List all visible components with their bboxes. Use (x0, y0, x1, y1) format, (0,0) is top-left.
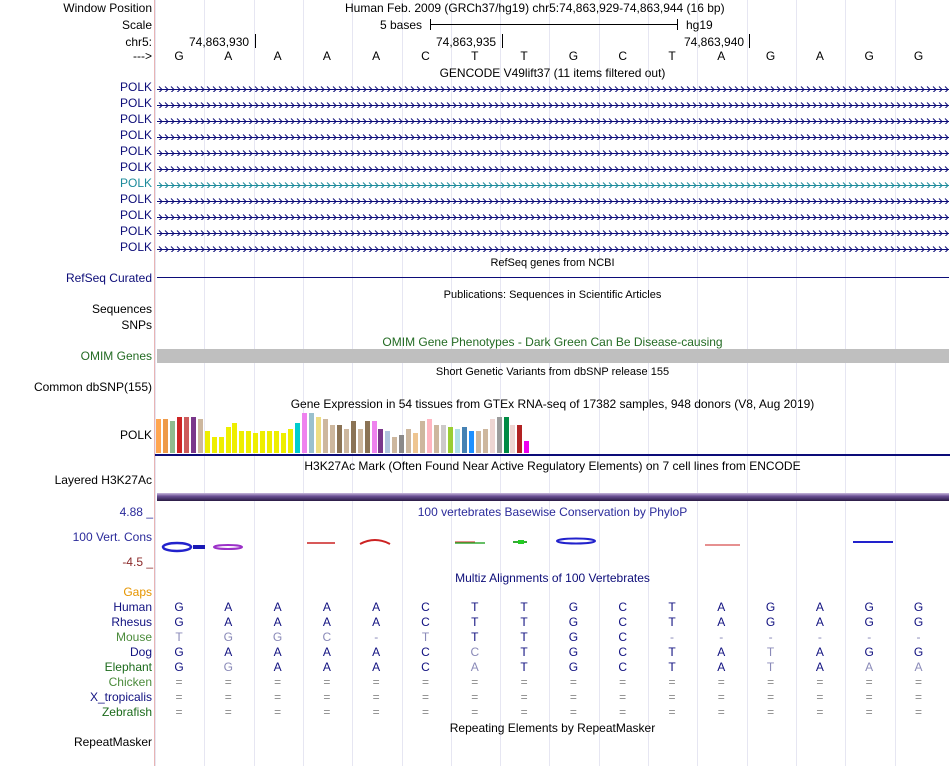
gtex-tissue-bar[interactable] (524, 441, 529, 453)
gtex-tissue-bar[interactable] (462, 427, 467, 453)
gtex-tissue-bar[interactable] (392, 437, 397, 453)
multiz-base: = (767, 675, 775, 689)
multiz-base: = (914, 675, 922, 689)
gtex-tissue-bar[interactable] (378, 429, 383, 453)
multiz-base: = (520, 675, 528, 689)
strand-label[interactable]: ---> (133, 49, 152, 63)
multiz-base: = (421, 675, 429, 689)
gtex-tissue-bar[interactable] (406, 429, 411, 453)
multiz-base: = (372, 675, 380, 689)
multiz-base: T (766, 645, 775, 659)
multiz-base: A (815, 600, 824, 614)
multiz-base: T (668, 600, 676, 614)
multiz-base: G (174, 615, 184, 629)
scale-text: 5 bases (380, 18, 423, 32)
multiz-track-title[interactable]: Multiz Alignments of 100 Vertebrates (455, 571, 650, 585)
sequence-base: G (174, 49, 184, 63)
gene-strand-arrows (157, 213, 949, 220)
gene-strand-arrows (157, 165, 949, 172)
multiz-base: T (520, 630, 528, 644)
multiz-base: G (568, 660, 579, 674)
multiz-base: = (323, 690, 331, 704)
h3k27ac-track-title[interactable]: H3K27Ac Mark (Often Found Near Active Regulatory Elements) on 7 cell lines from ENCODE (304, 459, 801, 473)
label-separator (154, 0, 155, 766)
repeatmasker-track-label[interactable]: RepeatMasker (73, 735, 152, 749)
gtex-tissue-bar[interactable] (476, 431, 481, 453)
gencode-gene-label[interactable]: POLK (119, 144, 152, 158)
multiz-base: = (421, 705, 429, 719)
multiz-base: = (520, 690, 528, 704)
gencode-gene-label[interactable]: POLK (119, 240, 152, 254)
phylop-min-label: -4.5 _ (122, 555, 153, 569)
gtex-tissue-bar[interactable] (205, 431, 210, 453)
multiz-base: = (767, 690, 775, 704)
sequence-base: G (568, 49, 579, 63)
gencode-gene-label[interactable]: POLK (119, 128, 152, 142)
gtex-tissue-bar[interactable] (420, 421, 425, 453)
dbsnp-track-title[interactable]: Short Genetic Variants from dbSNP release 155 (435, 366, 670, 378)
multiz-species-label[interactable]: Zebrafish (101, 705, 152, 719)
sequence-base: G (765, 49, 776, 63)
gene-strand-arrows (157, 117, 949, 124)
gene-arrow-path (157, 151, 949, 157)
multiz-base: = (914, 690, 922, 704)
ruler-position-3: 74,863,940 (684, 35, 745, 49)
multiz-base: C (618, 615, 628, 629)
multiz-base: = (569, 705, 577, 719)
publications-snps-label[interactable]: SNPs (121, 318, 152, 332)
multiz-base: A (322, 645, 331, 659)
multiz-base: = (372, 690, 380, 704)
multiz-base: = (717, 675, 725, 689)
multiz-base: = (175, 675, 183, 689)
publications-sequences-label[interactable]: Sequences (91, 302, 152, 316)
multiz-base: = (865, 690, 873, 704)
gencode-gene-label[interactable]: POLK (119, 160, 152, 174)
multiz-base: A (322, 600, 331, 614)
multiz-base: = (421, 690, 429, 704)
gtex-tissue-bar[interactable] (281, 433, 286, 453)
multiz-base: A (470, 660, 479, 674)
gtex-tissue-bar[interactable] (413, 433, 418, 453)
gtex-track-title[interactable]: Gene Expression in 54 tissues from GTEx RNA-seq of 17382 samples, 948 donors (V8, Aug 2019) (290, 397, 815, 411)
gtex-tissue-bar[interactable] (177, 417, 182, 453)
sequence-base: T (471, 49, 479, 63)
gtex-tissue-bar[interactable] (483, 429, 488, 453)
multiz-base: G (174, 600, 184, 614)
sequence-base: A (717, 49, 726, 63)
multiz-base: = (668, 705, 676, 719)
gtex-tissue-bar[interactable] (427, 419, 432, 453)
gtex-tissue-bar[interactable] (365, 421, 370, 453)
gene-strand-arrows (157, 181, 949, 188)
gtex-tissue-bar[interactable] (323, 419, 328, 453)
multiz-base: A (717, 615, 726, 629)
multiz-base: C (421, 600, 430, 614)
multiz-base: A (815, 645, 824, 659)
ruler-tick-2 (502, 34, 503, 48)
multiz-base: A (372, 615, 381, 629)
gencode-gene-label[interactable]: POLK (119, 80, 152, 94)
multiz-base: - (916, 630, 921, 644)
gtex-tissue-bar[interactable] (198, 419, 203, 453)
gencode-gene-label[interactable]: POLK (119, 176, 152, 190)
ruler-position-2: 74,863,935 (436, 35, 497, 49)
multiz-base: G (568, 615, 579, 629)
phylop-track-title[interactable]: 100 vertebrates Basewise Conservation by PhyloP (417, 505, 688, 519)
multiz-base: G (913, 600, 924, 614)
gtex-tissue-bar[interactable] (156, 419, 161, 453)
multiz-species-label[interactable]: X_tropicalis (89, 690, 152, 704)
sequence-base: T (520, 49, 528, 63)
gtex-tissue-bar[interactable] (295, 423, 300, 453)
multiz-base: T (175, 630, 183, 644)
gtex-tissue-bar[interactable] (517, 425, 522, 453)
multiz-base: T (520, 600, 528, 614)
gtex-tissue-bar[interactable] (226, 427, 231, 453)
scale-bar-left-tick (430, 19, 431, 30)
multiz-base: G (568, 645, 579, 659)
multiz-base: = (619, 675, 627, 689)
gencode-gene-label[interactable]: POLK (119, 192, 152, 206)
multiz-base: A (717, 600, 726, 614)
multiz-base: = (520, 705, 528, 719)
multiz-base: T (520, 660, 528, 674)
multiz-base: = (471, 675, 479, 689)
publications-track-title[interactable]: Publications: Sequences in Scientific Articles (443, 289, 662, 301)
multiz-base: T (421, 630, 430, 644)
gtex-tissue-bar[interactable] (170, 421, 175, 453)
gtex-tissue-bar[interactable] (316, 417, 321, 453)
multiz-base: A (224, 645, 233, 659)
gene-strand-arrows (157, 133, 949, 140)
multiz-base: G (568, 630, 579, 644)
multiz-base: T (668, 615, 676, 629)
sequence-base: A (372, 49, 381, 63)
dbsnp-track-label[interactable]: Common dbSNP(155) (33, 380, 152, 394)
gene-arrow-path (157, 119, 949, 125)
multiz-base: G (913, 615, 924, 629)
gene-strand-arrows (157, 101, 949, 108)
gene-arrow-path (157, 231, 949, 237)
sequence-base: A (815, 49, 824, 63)
gtex-tissue-bar[interactable] (288, 429, 293, 453)
gencode-gene-label[interactable]: POLK (119, 224, 152, 238)
multiz-base: G (568, 600, 579, 614)
gtex-tissue-bar[interactable] (267, 431, 272, 453)
gtex-tissue-bar[interactable] (232, 423, 237, 453)
phylop-track-label[interactable]: 100 Vert. Cons (72, 530, 152, 544)
omim-track-title[interactable]: OMIM Gene Phenotypes - Dark Green Can Be Disease-causing (382, 335, 723, 349)
gencode-gene-feature[interactable] (157, 163, 949, 172)
gtex-tissue-bar[interactable] (510, 425, 515, 453)
multiz-species-label[interactable]: Chicken (108, 675, 152, 689)
gene-arrow-path (157, 183, 949, 189)
sequence-base: T (668, 49, 676, 63)
multiz-base: A (224, 615, 233, 629)
gene-arrow-path (157, 199, 949, 205)
multiz-base: C (618, 645, 628, 659)
h3k27ac-track-label[interactable]: Layered H3K27Ac (54, 473, 152, 487)
position-title: Human Feb. 2009 (GRCh37/hg19) chr5:74,863,929-74,863,944 (16 bp) (345, 1, 725, 15)
multiz-species-label[interactable]: Elephant (104, 660, 152, 674)
sequence-base: C (618, 49, 628, 63)
gtex-tissue-bar[interactable] (399, 435, 404, 453)
multiz-base: = (471, 690, 479, 704)
chrom-label[interactable]: chr5: (125, 35, 152, 49)
gtex-tissue-bar[interactable] (372, 421, 377, 453)
multiz-base: A (815, 660, 824, 674)
refseq-gene-line[interactable] (157, 277, 949, 278)
gtex-tissue-bar[interactable] (434, 425, 439, 453)
gtex-tissue-bar[interactable] (455, 429, 460, 453)
multiz-base: A (815, 615, 824, 629)
multiz-base: C (618, 660, 628, 674)
gencode-gene-feature[interactable] (157, 83, 949, 92)
multiz-base: G (765, 600, 776, 614)
gencode-gene-feature[interactable] (157, 115, 949, 124)
phylop-max-label: 4.88 _ (119, 505, 153, 519)
multiz-base: = (865, 675, 873, 689)
multiz-base: = (224, 705, 232, 719)
gtex-tissue-bar[interactable] (246, 431, 251, 453)
multiz-base: = (767, 705, 775, 719)
multiz-base: = (274, 675, 282, 689)
base-guide-line (155, 0, 156, 766)
gencode-gene-feature[interactable] (157, 147, 949, 156)
multiz-base: = (619, 690, 627, 704)
multiz-base: A (717, 660, 726, 674)
multiz-base: = (619, 705, 627, 719)
multiz-base: G (765, 615, 776, 629)
multiz-base: = (372, 705, 380, 719)
gencode-gene-feature[interactable] (157, 99, 949, 108)
multiz-base: G (174, 645, 184, 659)
multiz-base: A (914, 660, 923, 674)
multiz-base: T (766, 660, 775, 674)
multiz-base: = (274, 705, 282, 719)
gene-arrow-path (157, 167, 949, 173)
ruler-tick-1 (255, 34, 256, 48)
refseq-track-label[interactable]: RefSeq Curated (65, 271, 152, 285)
gtex-tissue-bar[interactable] (497, 417, 502, 453)
gtex-tissue-bar[interactable] (253, 433, 258, 453)
gtex-tissue-bar[interactable] (191, 417, 196, 453)
multiz-base: = (323, 675, 331, 689)
multiz-species-label[interactable]: Human (113, 600, 152, 614)
gene-arrow-path (157, 135, 949, 141)
gtex-tissue-bar[interactable] (504, 417, 509, 453)
multiz-base: = (914, 705, 922, 719)
multiz-base: A (273, 645, 282, 659)
multiz-base: G (223, 660, 233, 674)
gencode-gene-feature[interactable] (157, 227, 949, 236)
multiz-base: - (817, 630, 822, 644)
gtex-gene-label[interactable]: POLK (119, 428, 152, 442)
gtex-tissue-bar[interactable] (302, 413, 307, 453)
multiz-base: C (421, 615, 430, 629)
sequence-base: A (224, 49, 233, 63)
multiz-base: - (867, 630, 872, 644)
multiz-species-label[interactable]: Dog (129, 645, 152, 659)
multiz-base: = (717, 705, 725, 719)
multiz-base: = (471, 705, 479, 719)
gencode-gene-label[interactable]: POLK (119, 112, 152, 126)
multiz-base: T (668, 645, 676, 659)
multiz-base: = (816, 675, 824, 689)
ruler-position-1: 74,863,930 (189, 35, 250, 49)
multiz-base: C (421, 660, 430, 674)
gtex-tissue-bar[interactable] (337, 425, 342, 453)
multiz-base: A (273, 660, 282, 674)
gencode-gene-feature[interactable] (157, 211, 949, 220)
multiz-base: = (175, 690, 183, 704)
ruler-tick-3 (749, 34, 750, 48)
multiz-base: A (224, 600, 233, 614)
multiz-base: A (322, 615, 331, 629)
multiz-base: A (717, 645, 726, 659)
multiz-base: G (174, 660, 184, 674)
sequence-base: A (322, 49, 331, 63)
multiz-base: = (865, 705, 873, 719)
scale-bar (430, 24, 677, 25)
multiz-base: = (569, 675, 577, 689)
multiz-base: = (668, 690, 676, 704)
scale-bar-right-tick (677, 19, 678, 30)
multiz-gaps-label[interactable]: Gaps (123, 585, 152, 599)
gtex-tissue-bar[interactable] (351, 421, 356, 453)
gene-strand-arrows (157, 197, 949, 204)
multiz-base: = (816, 705, 824, 719)
gtex-tissue-bar[interactable] (184, 417, 189, 453)
gencode-gene-label[interactable]: POLK (119, 208, 152, 222)
multiz-base: A (372, 645, 381, 659)
multiz-base: T (471, 600, 479, 614)
sequence-base: G (864, 49, 874, 63)
gencode-gene-feature[interactable] (157, 243, 949, 252)
gtex-tissue-bar[interactable] (490, 419, 495, 453)
multiz-base: A (322, 660, 331, 674)
repeatmasker-track-title[interactable]: Repeating Elements by RepeatMasker (449, 721, 656, 735)
gtex-tissue-bar[interactable] (344, 429, 349, 453)
refseq-track-title[interactable]: RefSeq genes from NCBI (490, 257, 615, 269)
omim-phenotype-bar[interactable] (157, 349, 949, 363)
phylop-logo[interactable] (155, 534, 950, 554)
multiz-base: A (865, 660, 874, 674)
multiz-base: = (816, 690, 824, 704)
gene-arrow-path (157, 87, 949, 93)
gencode-track-title[interactable]: GENCODE V49lift37 (11 items filtered out) (439, 66, 666, 80)
multiz-base: - (719, 630, 724, 644)
multiz-base: C (322, 630, 332, 644)
multiz-base: A (273, 615, 282, 629)
assembly-label: hg19 (686, 18, 713, 32)
multiz-base: = (323, 705, 331, 719)
gene-arrow-path (157, 103, 949, 109)
multiz-base: - (374, 630, 379, 644)
multiz-base: C (618, 600, 628, 614)
multiz-base: - (768, 630, 773, 644)
gencode-gene-feature[interactable] (157, 131, 949, 140)
multiz-base: G (864, 645, 874, 659)
multiz-base: T (668, 660, 676, 674)
multiz-species-label[interactable]: Rhesus (111, 615, 152, 629)
gtex-tissue-bar[interactable] (239, 431, 244, 453)
gtex-tissue-bar[interactable] (163, 419, 168, 453)
gene-arrow-path (157, 247, 949, 253)
multiz-base: C (421, 645, 430, 659)
sequence-base: A (273, 49, 282, 63)
gtex-tissue-bar[interactable] (448, 427, 453, 453)
gencode-gene-label[interactable]: POLK (119, 96, 152, 110)
gtex-tissue-bar[interactable] (330, 425, 335, 453)
gtex-tissue-bar[interactable] (260, 431, 265, 453)
multiz-base: G (864, 615, 874, 629)
gtex-tissue-bar[interactable] (274, 431, 279, 453)
multiz-base: G (913, 645, 924, 659)
multiz-base: T (520, 645, 528, 659)
multiz-base: G (272, 630, 283, 644)
gtex-tissue-bar[interactable] (441, 425, 446, 453)
multiz-base: G (223, 630, 233, 644)
multiz-base: = (175, 705, 183, 719)
multiz-base: = (569, 690, 577, 704)
sequence-base: C (421, 49, 430, 63)
gencode-gene-feature[interactable] (157, 195, 949, 204)
multiz-species-label[interactable]: Mouse (115, 630, 152, 644)
gtex-tissue-bar[interactable] (219, 437, 224, 453)
multiz-base: - (670, 630, 674, 644)
gtex-tissue-bar[interactable] (358, 429, 363, 453)
multiz-base: T (520, 615, 528, 629)
multiz-base: A (273, 600, 282, 614)
gtex-baseline (155, 454, 950, 456)
gene-strand-arrows (157, 85, 949, 92)
multiz-base: C (470, 645, 480, 659)
multiz-base: G (864, 600, 874, 614)
multiz-base: = (668, 675, 676, 689)
scale-label[interactable]: Scale (121, 18, 152, 32)
multiz-base: = (274, 690, 282, 704)
multiz-base: C (618, 630, 628, 644)
gtex-tissue-bar[interactable] (469, 431, 474, 453)
gene-strand-arrows (157, 229, 949, 236)
gtex-tissue-bar[interactable] (212, 437, 217, 453)
multiz-base: = (717, 690, 725, 704)
multiz-base: = (224, 690, 232, 704)
sequence-base: G (913, 49, 924, 63)
gencode-gene-feature[interactable] (157, 179, 949, 188)
multiz-base: T (471, 615, 479, 629)
multiz-base: A (372, 660, 381, 674)
gene-arrow-path (157, 215, 949, 221)
multiz-base: = (224, 675, 232, 689)
multiz-base: A (372, 600, 381, 614)
window-position-label[interactable]: Window Position (63, 1, 152, 15)
gene-strand-arrows (157, 245, 949, 252)
gtex-tissue-bar[interactable] (309, 413, 314, 453)
omim-track-label[interactable]: OMIM Genes (80, 349, 152, 363)
gene-strand-arrows (157, 149, 949, 156)
gtex-tissue-bar[interactable] (385, 431, 390, 453)
multiz-base: T (471, 630, 479, 644)
h3k27ac-signal[interactable] (157, 493, 949, 501)
